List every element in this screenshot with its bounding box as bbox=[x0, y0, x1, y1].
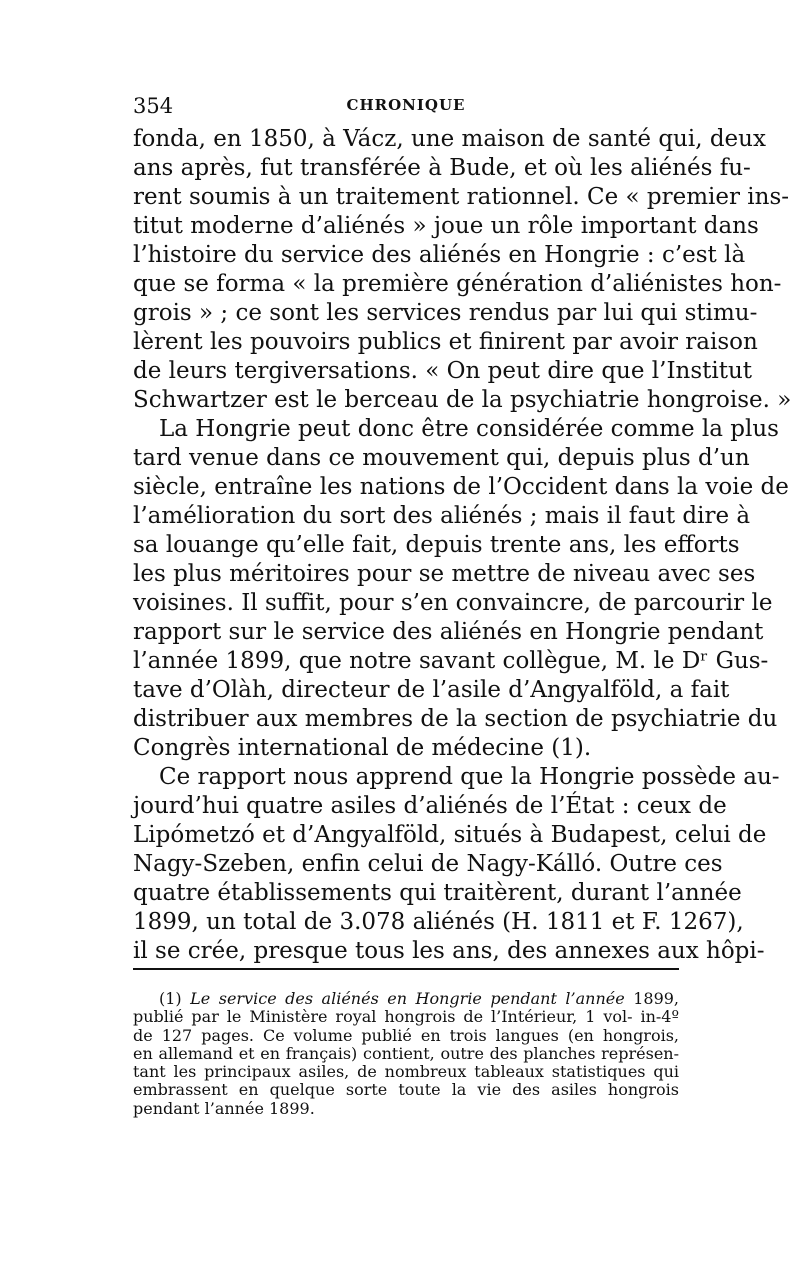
body-text bbox=[133, 125, 792, 966]
body-line: l’année 1899, que notre savant collègue, M. le Dʳ Gus- bbox=[133, 648, 769, 674]
footnote-line: tant les principaux asiles, de nombreux tableaux statistiques qui bbox=[133, 1062, 679, 1082]
body-line: voisines. Il suffit, pour s’en convaincre, de parcourir le bbox=[133, 590, 773, 616]
running-head: CHRONIQUE bbox=[346, 96, 466, 114]
body-line: l’amélioration du sort des aliénés ; mais il faut dire à bbox=[133, 503, 751, 529]
body-line: La Hongrie peut donc être considérée comme la plus bbox=[159, 416, 779, 442]
footnote-line: de 127 pages. Ce volume publié en trois langues (en hongrois, bbox=[133, 1025, 679, 1045]
body-line: Ce rapport nous apprend que la Hongrie possède au- bbox=[159, 764, 780, 790]
body-line: Schwartzer est le berceau de la psychiatrie hongroise. » bbox=[133, 387, 792, 413]
footnote-separator bbox=[133, 968, 679, 970]
footnote-line bbox=[133, 990, 679, 1008]
footnote-line: publié par le Ministère royal hongrois de l’Intérieur, 1 vol- in-4º bbox=[133, 1007, 679, 1027]
footnote-line: en allemand et en français) contient, outre des planches représen- bbox=[133, 1043, 679, 1063]
body-line: il se crée, presque tous les ans, des annexes aux hôpi- bbox=[133, 938, 765, 964]
footnote-first-rest: 1899, bbox=[633, 989, 680, 1008]
body-line: siècle, entraîne les nations de l’Occident dans la voie de bbox=[133, 474, 789, 500]
page-number: 354 bbox=[133, 94, 174, 118]
body-line: 1899, un total de 3.078 aliénés (H. 1811 et F. 1267), bbox=[133, 909, 744, 935]
body-line: rapport sur le service des aliénés en Hongrie pendant bbox=[133, 619, 764, 645]
body-line: sa louange qu’elle fait, depuis trente ans, les efforts bbox=[133, 532, 740, 558]
body-line: lèrent les pouvoirs publics et finirent par avoir raison bbox=[133, 329, 758, 355]
body-line: fonda, en 1850, à Vácz, une maison de santé qui, deux bbox=[133, 126, 766, 152]
body-line: Nagy-Szeben, enfin celui de Nagy-Kálló. Outre ces bbox=[133, 851, 723, 877]
footnote-line: embrassent en quelque sorte toute la vie des asiles hongrois bbox=[133, 1080, 679, 1100]
footnote-line: pendant l’année 1899. bbox=[133, 1098, 315, 1118]
page-header bbox=[133, 94, 679, 118]
body-line: Congrès international de médecine (1). bbox=[133, 735, 592, 761]
body-line: de leurs tergiversations. « On peut dire que l’Institut bbox=[133, 358, 753, 384]
body-line: titut moderne d’aliénés » joue un rôle important dans bbox=[133, 213, 759, 239]
body-line: Lipómetzó et d’Angyalföld, situés à Budapest, celui de bbox=[133, 822, 767, 848]
footnote bbox=[133, 990, 679, 1118]
footnote-marker: (1) bbox=[159, 989, 182, 1008]
body-line: que se forma « la première génération d’aliénistes hon- bbox=[133, 271, 782, 297]
body-line: ans après, fut transférée à Bude, et où les aliénés fu- bbox=[133, 155, 751, 181]
body-line: l’histoire du service des aliénés en Hongrie : c’est là bbox=[133, 242, 746, 268]
body-line: tard venue dans ce mouvement qui, depuis plus d’un bbox=[133, 445, 750, 471]
body-line: tave d’Olàh, directeur de l’asile d’Angyalföld, a fait bbox=[133, 677, 730, 703]
footnote-title: Le service des aliénés en Hongrie pendant l’année bbox=[190, 989, 625, 1008]
body-line: grois » ; ce sont les services rendus par lui qui stimu- bbox=[133, 300, 758, 326]
body-line: jourd’hui quatre asiles d’aliénés de l’État : ceux de bbox=[133, 793, 727, 819]
body-line: rent soumis à un traitement rationnel. Ce « premier ins- bbox=[133, 184, 790, 210]
body-line: distribuer aux membres de la section de psychiatrie du bbox=[133, 706, 778, 732]
body-line: les plus méritoires pour se mettre de niveau avec ses bbox=[133, 561, 756, 587]
body-line: quatre établissements qui traitèrent, durant l’année bbox=[133, 880, 742, 906]
